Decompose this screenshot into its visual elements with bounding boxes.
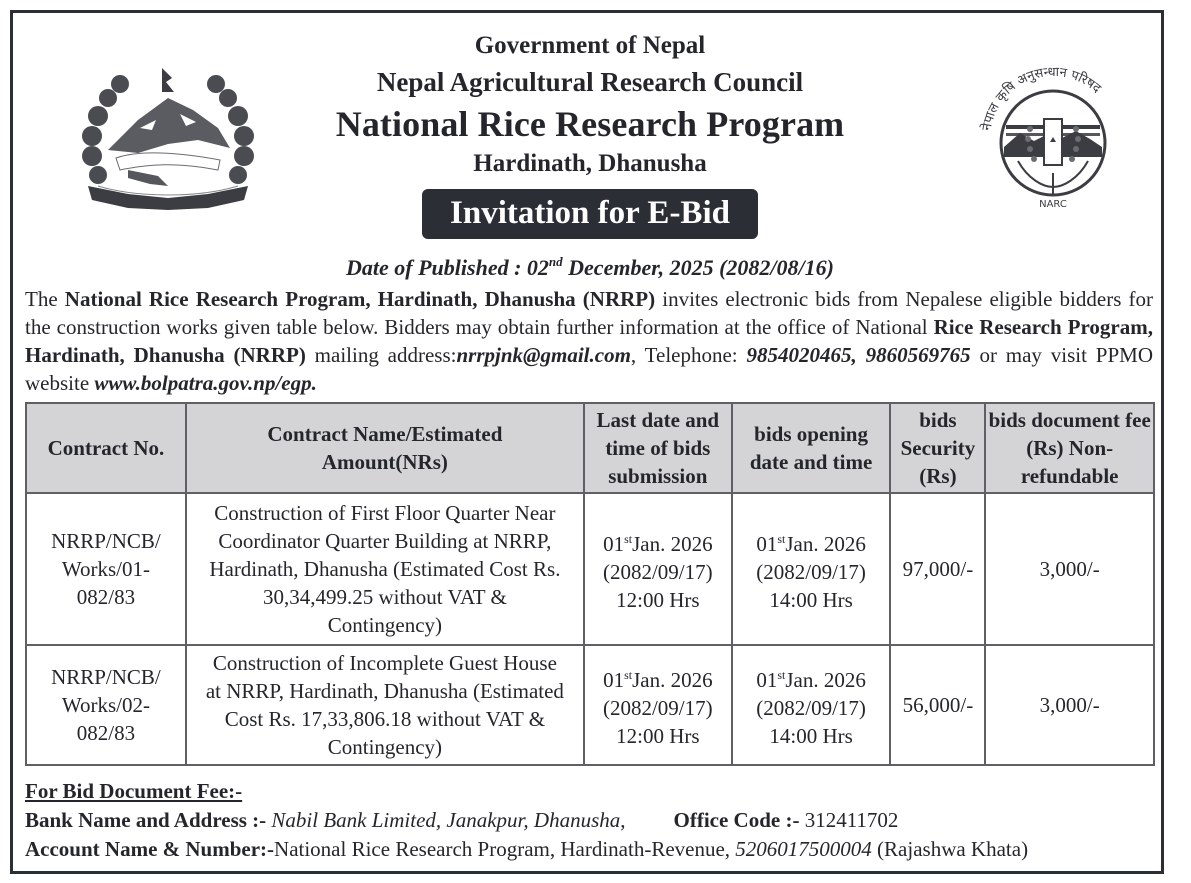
opening-bs-date: (2082/09/17): [756, 559, 866, 584]
opening-bs-date: (2082/09/17): [756, 695, 866, 720]
intro-org-name-2: Rice Research Program, Hardinath, Dhanusha (NRRP): [25, 315, 1153, 367]
submission-bs-date: (2082/09/17): [602, 559, 713, 584]
table-row: [26, 645, 1154, 765]
opening-day: 01: [756, 667, 778, 692]
intro-org-name: National Rice Research Program, Hardinath, Dhanusha (NRRP): [64, 287, 656, 311]
submission-date: Jan. 2026: [632, 531, 713, 556]
narc-ring-text: नेपाल कृषि अनुसन्धान परिषद: [979, 64, 1104, 132]
office-code-value: 312411702: [799, 808, 899, 832]
intro-paragraph: [25, 285, 1153, 397]
published-label: Date of Published : 02: [346, 255, 549, 280]
narc-caption: NARC: [1039, 199, 1067, 210]
intro-text-2: invites electronic bids from Nepalese eligible bidders for the construction works given table below. Bidders may obtain further information at the office of National: [25, 287, 1153, 339]
fee-section: [25, 777, 1155, 864]
published-date: [13, 247, 1167, 283]
invitation-banner: Invitation for E-Bid: [422, 189, 758, 239]
table-row: [26, 493, 1154, 645]
intro-text-3: mailing address:: [305, 343, 457, 367]
account-label: Account Name & Number:-: [25, 837, 275, 861]
account-number: 5206017500004: [735, 837, 872, 861]
opening-date: Jan. 2026: [785, 531, 866, 556]
fee-title: For Bid Document Fee:-: [25, 779, 243, 803]
intro-text-4: , Telephone:: [630, 343, 747, 367]
opening-time: 14:00 Hrs: [769, 723, 853, 748]
bank-line: Bank Name and Address :- Nabil Bank Limited, Janakpur, Dhanusha, Office Code :- 312411702: [25, 808, 899, 832]
submission-sup: st: [624, 667, 633, 682]
cell-contract-no: NRRP/NCB/ Works/02- 082/83: [26, 645, 186, 765]
opening-day: 01: [756, 531, 778, 556]
cell-opening: [732, 645, 891, 765]
cell-contract-name: Construction of Incomplete Guest House at NRRP, Hardinath, Dhanusha (Estimated Cost Rs. 17,33,806.18 without VAT & Contingency): [186, 645, 584, 765]
header-opening: bids opening date and time: [732, 403, 891, 493]
account-suffix: (Rajashwa Khata): [871, 837, 1029, 861]
council-title: Nepal Agricultural Research Council: [376, 67, 804, 97]
header-submission: Last date and time of bids submission: [584, 403, 732, 493]
published-rest: December, 2025 (2082/08/16): [562, 255, 834, 280]
advertisement-frame: [10, 10, 1164, 874]
submission-time: 12:00 Hrs: [616, 723, 700, 748]
submission-time: 12:00 Hrs: [616, 587, 700, 612]
cell-opening: [732, 493, 891, 645]
cell-doc-fee: 3,000/-: [985, 645, 1154, 765]
header: [13, 29, 1167, 283]
bank-label: Bank Name and Address :-: [25, 808, 267, 832]
account-line: [25, 835, 1155, 864]
cell-submission: [584, 493, 732, 645]
header-contract-name: Contract Name/Estimated Amount(NRs): [186, 403, 584, 493]
header-security: bids Security (Rs): [890, 403, 985, 493]
header-doc-fee: bids document fee (Rs) Non-refundable: [985, 403, 1154, 493]
cell-contract-name: Construction of First Floor Quarter Near Coordinator Quarter Building at NRRP, Hardinath, Dhanusha (Estimated Cost Rs. 30,34,499.25 without VAT & Contingency): [186, 493, 584, 645]
intro-text-5: or may visit PPMO website: [25, 343, 1153, 395]
table-header-row: [26, 403, 1154, 493]
website-link[interactable]: www.bolpatra.gov.np/egp.: [94, 371, 317, 395]
phone-numbers: 9854020465, 9860569765: [746, 343, 971, 367]
submission-bs-date: (2082/09/17): [602, 695, 713, 720]
submission-date: Jan. 2026: [632, 667, 713, 692]
opening-time: 14:00 Hrs: [769, 587, 853, 612]
location-title: Hardinath, Dhanusha: [473, 150, 707, 177]
office-code-label: Office Code :-: [673, 808, 800, 832]
cell-security: 56,000/-: [890, 645, 985, 765]
account-name: National Rice Research Program, Hardinath-Revenue,: [274, 837, 736, 861]
email-link[interactable]: nrrpjnk@gmail.com: [456, 343, 631, 367]
government-title: Government of Nepal: [474, 32, 706, 59]
opening-sup: st: [777, 667, 786, 682]
program-title: National Rice Research Program: [335, 104, 845, 144]
cell-security: 97,000/-: [890, 493, 985, 645]
submission-sup: st: [624, 531, 633, 546]
opening-date: Jan. 2026: [785, 667, 866, 692]
bank-value: Nabil Bank Limited, Janakpur, Dhanusha: [266, 808, 621, 832]
bids-table: [25, 402, 1155, 766]
cell-submission: [584, 645, 732, 765]
submission-day: 01: [603, 531, 625, 556]
header-contract-no: Contract No.: [26, 403, 186, 493]
cell-doc-fee: 3,000/-: [985, 493, 1154, 645]
intro-text-1: The: [25, 287, 65, 311]
opening-sup: st: [777, 531, 786, 546]
published-sup: nd: [548, 254, 563, 269]
submission-day: 01: [603, 667, 625, 692]
cell-contract-no: NRRP/NCB/ Works/01- 082/83: [26, 493, 186, 645]
